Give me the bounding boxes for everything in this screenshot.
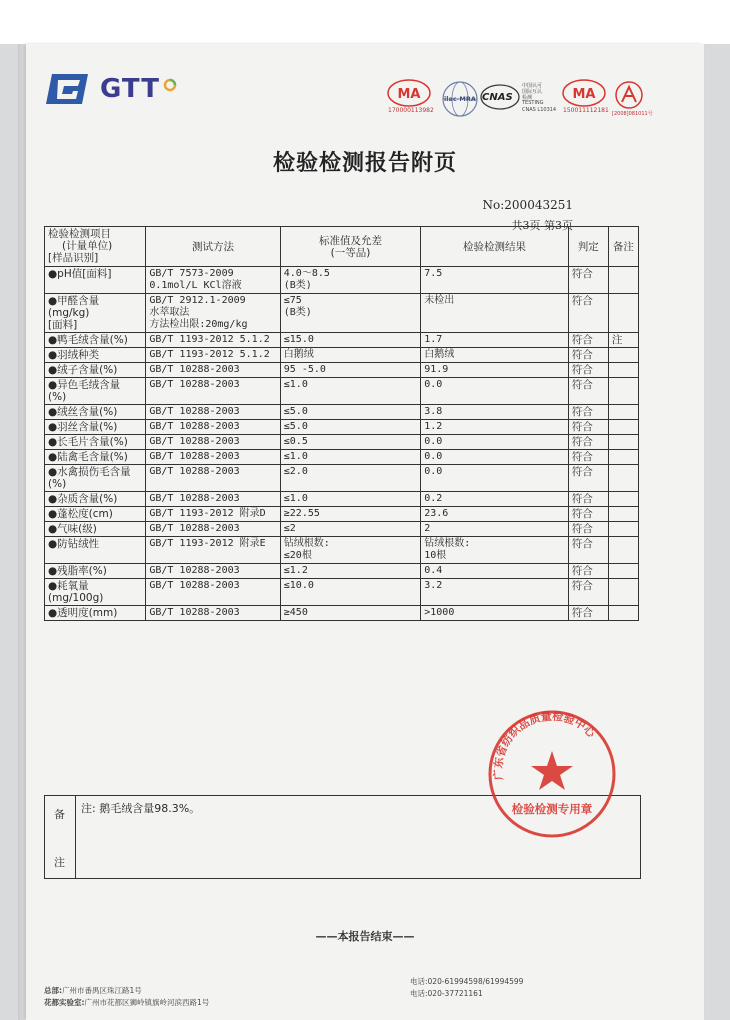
cell-line: 4.0～8.5 [283, 268, 330, 279]
cell-line: ●透明度(mm) [48, 607, 118, 619]
footer-lab-label: 花都实验室: [44, 998, 85, 1007]
cell-standard [280, 606, 420, 621]
cell-judgment [568, 435, 608, 450]
table-row [45, 363, 639, 378]
cell-line: 7.5 [424, 268, 443, 279]
cell-method [146, 378, 280, 405]
cell-line: ●异色毛绒含量 [48, 379, 121, 391]
ca-icon [612, 80, 646, 110]
cell-line: ≤5.0 [283, 406, 308, 417]
cell-line: 0.2 [424, 493, 443, 504]
cell-line: ≤2 [283, 523, 296, 534]
cma-icon [386, 78, 432, 108]
cell-judgment [568, 348, 608, 363]
cell-line: (mg/kg) [48, 307, 90, 319]
cell-line: 91.9 [424, 364, 449, 375]
footer-phone-2: 电话:020-37721161 [410, 989, 483, 998]
cell-line: ●残脂率(%) [48, 565, 107, 577]
cell-line: (mg/100g) [48, 592, 104, 604]
cell-judgment [568, 606, 608, 621]
cell-line: ≤75 [283, 295, 302, 306]
cell-judgment [568, 333, 608, 348]
cell-result [421, 579, 568, 606]
svg-text:MA: MA [572, 87, 596, 102]
cell-item [45, 450, 146, 465]
logo-dot-icon [163, 78, 177, 92]
cell-method [146, 564, 280, 579]
cell-line: (B类) [283, 307, 312, 318]
report-pages: 共3页 第3页 [511, 219, 573, 232]
header-standard [280, 227, 420, 267]
cell-line: 符合 [571, 436, 593, 448]
cell-line: 符合 [571, 565, 593, 577]
cell-line: 符合 [571, 466, 593, 478]
cell-line: 方法检出限:20mg/kg [149, 319, 248, 330]
cell-line: ●甲醛含量 [48, 295, 100, 307]
cell-line: ●耗氧量 [48, 580, 89, 592]
cell-line: ≤1.0 [283, 379, 308, 390]
cell-standard [280, 507, 420, 522]
cell-line: ●蓬松度(cm) [48, 508, 113, 520]
remarks-label-1: 备 [54, 808, 65, 821]
cell-line: 0.4 [424, 565, 443, 576]
cell-line: GB/T 7573-2009 [149, 268, 234, 279]
cell-line: 10根 [424, 550, 447, 561]
cell-remark [608, 606, 638, 621]
table-row [45, 435, 639, 450]
cell-line: 符合 [571, 295, 593, 307]
cell-line: 符合 [571, 406, 593, 418]
page-edge [18, 44, 26, 1020]
cell-line: 0.0 [424, 466, 443, 477]
table-row [45, 420, 639, 435]
cell-method [146, 294, 280, 333]
table-row [45, 537, 639, 564]
table-row [45, 564, 639, 579]
cell-remark [608, 579, 638, 606]
cell-standard [280, 450, 420, 465]
cell-line: ≤5.0 [283, 421, 308, 432]
cell-line: 0.0 [424, 451, 443, 462]
cell-item [45, 348, 146, 363]
cma-number-2: 150011112181 [563, 107, 609, 114]
cell-remark [608, 450, 638, 465]
cell-line: (B类) [283, 280, 312, 291]
cell-result [421, 522, 568, 537]
cell-line: 符合 [571, 508, 593, 520]
cell-line: 白鹅绒 [283, 349, 314, 360]
cell-result [421, 363, 568, 378]
table-row [45, 465, 639, 492]
footer-hq [44, 985, 142, 996]
cell-item [45, 507, 146, 522]
cell-line: 钻绒根数: [283, 538, 330, 549]
table-row [45, 294, 639, 333]
remarks-label [45, 796, 76, 878]
ca-mark [612, 80, 652, 120]
cell-line: GB/T 10288-2003 [149, 379, 240, 390]
cell-judgment [568, 507, 608, 522]
cell-line: 符合 [571, 334, 593, 346]
cell-item [45, 363, 146, 378]
table-row [45, 492, 639, 507]
cell-standard [280, 363, 420, 378]
cell-line: GB/T 1193-2012 附录D [149, 508, 266, 519]
cma-icon [561, 78, 607, 108]
cell-method [146, 333, 280, 348]
header-item [45, 227, 146, 267]
cell-line: 符合 [571, 607, 593, 619]
cell-item [45, 267, 146, 294]
results-table [44, 226, 639, 621]
cell-line: GB/T 10288-2003 [149, 580, 240, 591]
stamp-star-icon [531, 751, 573, 790]
cell-line: 23.6 [424, 508, 449, 519]
background-top [0, 0, 730, 44]
cell-item [45, 564, 146, 579]
cell-method [146, 420, 280, 435]
table-row [45, 522, 639, 537]
cell-line: ≤20根 [283, 550, 312, 561]
header-item-line-1: 检验检测项目 [48, 228, 111, 240]
cell-judgment [568, 564, 608, 579]
cell-line: GB/T 10288-2003 [149, 466, 240, 477]
cell-method [146, 492, 280, 507]
cell-item [45, 333, 146, 348]
header-method: 测试方法 [146, 227, 280, 267]
remarks-label-2: 注 [54, 856, 65, 869]
cell-line: ≤1.0 [283, 451, 308, 462]
cell-item [45, 465, 146, 492]
cell-judgment [568, 579, 608, 606]
cell-line: ●长毛片含量(%) [48, 436, 128, 448]
cell-method [146, 522, 280, 537]
cnas-label: CNAS [482, 92, 513, 103]
cell-line: ●杂质含量(%) [48, 493, 118, 505]
cell-method [146, 606, 280, 621]
ilac-mark [441, 80, 479, 118]
cell-method [146, 579, 280, 606]
header-item-line-2: (计量单位) [62, 240, 113, 252]
cell-line: ≥450 [283, 607, 308, 618]
report-number: No:200043251 [482, 198, 573, 212]
header-result: 检验检测结果 [421, 227, 568, 267]
cell-method [146, 435, 280, 450]
cell-method [146, 450, 280, 465]
cell-result [421, 435, 568, 450]
cell-result [421, 420, 568, 435]
cell-result [421, 537, 568, 564]
cell-method [146, 507, 280, 522]
official-stamp [487, 709, 617, 839]
logo-text: GTT [100, 74, 160, 104]
cell-remark [608, 537, 638, 564]
cell-line: ●水禽损伤毛含量 [48, 466, 131, 478]
cell-item [45, 405, 146, 420]
cell-line: ≥22.55 [283, 508, 320, 519]
svg-text:MA: MA [397, 87, 421, 102]
cell-remark [608, 405, 638, 420]
cell-line: GB/T 10288-2003 [149, 565, 240, 576]
cell-item [45, 537, 146, 564]
cell-standard [280, 465, 420, 492]
cell-line: GB/T 1193-2012 5.1.2 [149, 334, 270, 345]
cell-line: GB/T 10288-2003 [149, 406, 240, 417]
cell-standard [280, 492, 420, 507]
cell-line: GB/T 10288-2003 [149, 493, 240, 504]
cell-line: (%) [48, 478, 67, 490]
cell-judgment [568, 378, 608, 405]
cell-line: 2 [424, 523, 431, 534]
cell-line: ●绒子含量(%) [48, 364, 118, 376]
cell-remark [608, 294, 638, 333]
cell-judgment [568, 537, 608, 564]
cell-line: 符合 [571, 493, 593, 505]
table-row [45, 606, 639, 621]
cell-judgment [568, 522, 608, 537]
cell-line: 符合 [571, 451, 593, 463]
cell-line: 符合 [571, 538, 593, 550]
cell-item [45, 420, 146, 435]
cell-result [421, 294, 568, 333]
cell-line: GB/T 10288-2003 [149, 364, 240, 375]
stamp-arc-text: 广东省纺织品质量检验中心 [491, 709, 598, 781]
cell-line: ≤2.0 [283, 466, 308, 477]
cell-line: [面料] [48, 319, 78, 331]
cell-result [421, 378, 568, 405]
cell-line: ●防钻绒性 [48, 538, 100, 550]
cell-judgment [568, 294, 608, 333]
cell-standard [280, 378, 420, 405]
cell-line: 符合 [571, 523, 593, 535]
header-remark: 备注 [608, 227, 638, 267]
cell-judgment [568, 363, 608, 378]
cnas-sub-3: 检测 [522, 95, 533, 101]
cell-result [421, 267, 568, 294]
cell-standard [280, 537, 420, 564]
table-row [45, 267, 639, 294]
gtt-logo [44, 72, 177, 106]
cell-judgment [568, 420, 608, 435]
cell-remark [608, 522, 638, 537]
header-item-line-3: [样品识别] [48, 252, 99, 264]
cell-result [421, 450, 568, 465]
cell-method [146, 405, 280, 420]
cell-line: GB/T 10288-2003 [149, 523, 240, 534]
cell-result [421, 606, 568, 621]
cell-line: 符合 [571, 349, 593, 361]
table-row [45, 507, 639, 522]
cell-judgment [568, 492, 608, 507]
cell-standard [280, 420, 420, 435]
cell-item [45, 435, 146, 450]
cell-line: 3.2 [424, 580, 443, 591]
cell-line: 未检出 [424, 295, 455, 306]
cell-line: ●pH值[面料] [48, 268, 112, 280]
cell-line: 0.0 [424, 436, 443, 447]
cell-judgment [568, 267, 608, 294]
cell-line: 0.1mol/L KCl溶液 [149, 280, 242, 291]
footer-lab-address: 广州市花都区狮岭镇旗岭河滨西路1号 [84, 998, 210, 1007]
cell-line: ≤1.0 [283, 493, 308, 504]
cma-mark-2 [561, 78, 607, 118]
cell-result [421, 348, 568, 363]
table-row [45, 378, 639, 405]
cnas-sub-2: 国际互认 [522, 89, 543, 95]
cell-remark [608, 492, 638, 507]
cell-method [146, 348, 280, 363]
cell-standard [280, 579, 420, 606]
ilac-label: ilac-MRA [444, 95, 476, 103]
cell-line: GB/T 10288-2003 [149, 607, 240, 618]
cell-line: 符合 [571, 268, 593, 280]
cell-line: ≤1.2 [283, 565, 308, 576]
cell-remark [608, 363, 638, 378]
cell-standard [280, 294, 420, 333]
cell-method [146, 465, 280, 492]
cell-line: ≤10.0 [283, 580, 314, 591]
cell-line: ≤15.0 [283, 334, 314, 345]
header-standard-line-1: 标准值及允差 [319, 234, 382, 247]
cell-remark [608, 420, 638, 435]
cell-line: 钻绒根数: [424, 538, 471, 549]
cell-line: GB/T 10288-2003 [149, 451, 240, 462]
table-row [45, 450, 639, 465]
cell-line: 符合 [571, 421, 593, 433]
cell-judgment [568, 450, 608, 465]
cell-remark [608, 465, 638, 492]
cell-line: GB/T 10288-2003 [149, 436, 240, 447]
remarks-text: 注: 鹅毛绒含量98.3%。 [81, 802, 201, 815]
cell-line: ●陆禽毛含量(%) [48, 451, 128, 463]
cell-result [421, 564, 568, 579]
cell-method [146, 267, 280, 294]
cell-line: 0.0 [424, 379, 443, 390]
cell-judgment [568, 465, 608, 492]
cell-line: ●气味(级) [48, 523, 97, 535]
cnas-sub-1: 中国认可 [522, 83, 543, 89]
cell-result [421, 333, 568, 348]
cell-method [146, 537, 280, 564]
cell-standard [280, 522, 420, 537]
footer-lab [44, 997, 209, 1008]
cell-line: 注 [611, 334, 623, 346]
cell-method [146, 363, 280, 378]
cell-remark [608, 507, 638, 522]
cell-line: 白鹅绒 [424, 349, 455, 360]
cell-item [45, 522, 146, 537]
cell-remark [608, 564, 638, 579]
cell-item [45, 492, 146, 507]
cell-standard [280, 348, 420, 363]
cell-standard [280, 405, 420, 420]
cell-line: ≤0.5 [283, 436, 308, 447]
cell-item [45, 294, 146, 333]
cell-line: GB/T 10288-2003 [149, 421, 240, 432]
cell-remark [608, 333, 638, 348]
cell-remark [608, 435, 638, 450]
cell-remark [608, 378, 638, 405]
table-row [45, 579, 639, 606]
cell-line: 水萃取法 [149, 307, 190, 318]
gtt-logo-icon [44, 72, 90, 106]
header-judgment: 判定 [568, 227, 608, 267]
cell-result [421, 507, 568, 522]
footer-hq-address: 广州市番禺区珠江路1号 [62, 986, 142, 995]
cell-result [421, 492, 568, 507]
cma-mark-1 [386, 78, 432, 118]
cell-standard [280, 267, 420, 294]
cnas-number: CNAS L10314 [522, 107, 557, 113]
cell-result [421, 465, 568, 492]
cell-standard [280, 333, 420, 348]
report-title: 检验检测报告附页 [272, 151, 457, 176]
footer-hq-label: 总部: [44, 986, 62, 995]
cell-line: 1.7 [424, 334, 443, 345]
cell-line: 符合 [571, 580, 593, 592]
cell-remark [608, 267, 638, 294]
cell-line: 符合 [571, 379, 593, 391]
cell-item [45, 606, 146, 621]
table-header-row [45, 227, 639, 267]
cnas-mark [480, 82, 557, 122]
cell-standard [280, 564, 420, 579]
cell-result [421, 405, 568, 420]
cell-line: 1.2 [424, 421, 443, 432]
cnas-sub-4: TESTING [522, 100, 544, 106]
cell-line: GB/T 1193-2012 5.1.2 [149, 349, 270, 360]
stamp-bottom-text: 检验检测专用章 [511, 802, 593, 816]
cell-line: 符合 [571, 364, 593, 376]
cell-item [45, 378, 146, 405]
cell-line: 3.8 [424, 406, 443, 417]
cell-remark [608, 348, 638, 363]
cell-line: ●羽绒种类 [48, 349, 100, 361]
cell-line: GB/T 2912.1-2009 [149, 295, 246, 306]
cell-line: ●鸭毛绒含量(%) [48, 334, 128, 346]
table-row [45, 333, 639, 348]
cell-line: (%) [48, 391, 67, 403]
cell-line: ●绒丝含量(%) [48, 406, 118, 418]
ca-number: [2008]081011号 [612, 111, 653, 117]
cell-line: 95 -5.0 [283, 364, 326, 375]
table-row [45, 348, 639, 363]
footer-phone-1: 电话:020-61994598/61994599 [410, 977, 524, 986]
header-standard-line-2: (一等品) [330, 246, 371, 259]
cell-line: ●羽丝含量(%) [48, 421, 118, 433]
cell-item [45, 579, 146, 606]
cell-line: >1000 [424, 607, 455, 618]
cell-judgment [568, 405, 608, 420]
cell-standard [280, 435, 420, 450]
cell-line: GB/T 1193-2012 附录E [149, 538, 266, 549]
cma-number-1: 170000113982 [388, 107, 434, 114]
table-row [45, 405, 639, 420]
report-end: ——本报告结束—— [315, 930, 415, 943]
